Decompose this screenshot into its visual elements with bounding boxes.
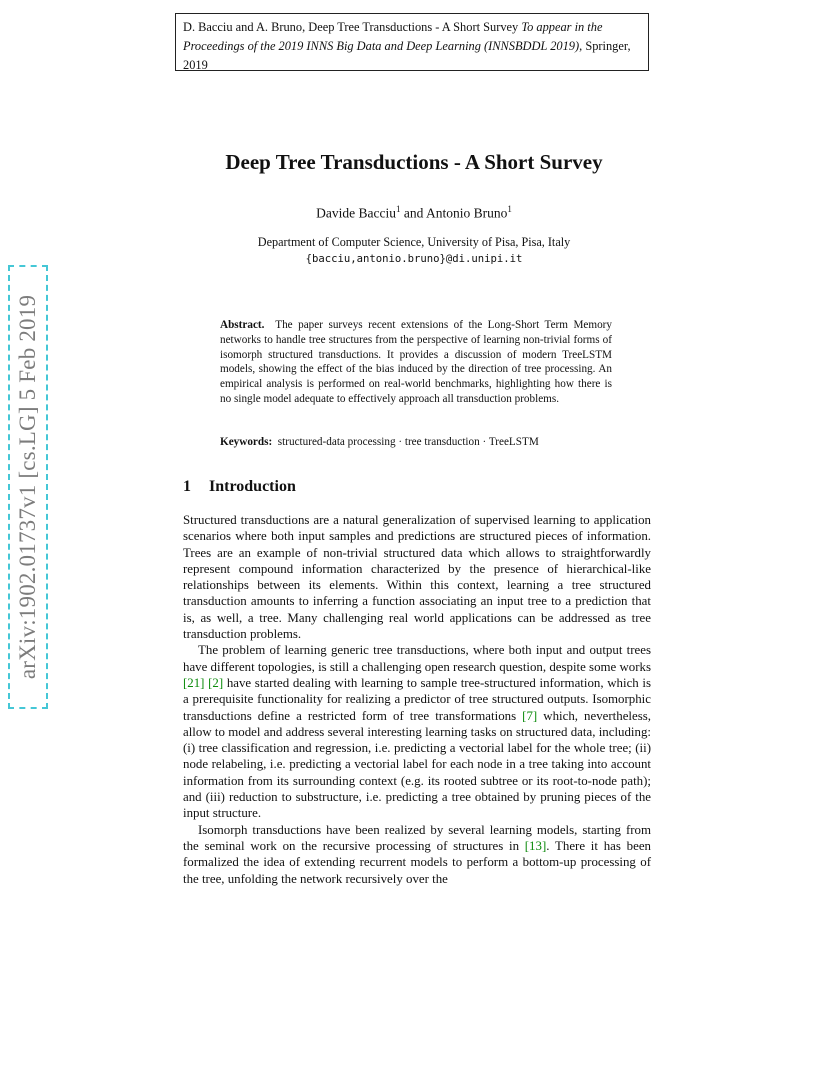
paragraph-2-text-a: The problem of learning generic tree transductions, where both input and output trees have different topologies, is still a challenging open research question, despite some works [183, 643, 652, 674]
publication-notice [175, 13, 649, 71]
citation-link[interactable]: [13] [524, 838, 547, 853]
paragraph-3-text-b: . There it has been formalized the idea of extending recurrent models to perform a bottom-up processing of the tree, unfolding the network recursively over the [183, 838, 651, 886]
paper-title: Deep Tree Transductions - A Short Survey [225, 150, 603, 174]
section-number: 1 [183, 478, 191, 495]
body-text [183, 512, 651, 887]
author-email[interactable]: {bacciu,antonio.bruno}@di.unipi.it [305, 253, 523, 265]
author-1: Davide Bacciu [316, 205, 396, 221]
abstract-text: The paper surveys recent extensions of the Long-Short Term Memory networks to handle tree structures from the perspective of learning non-trivial forms of isomorph structured transductions. It provides a discussion of modern TreeLSTM models, showing the effect of the bias induced by the direction of tree processing. An empirical analysis is performed on real-world benchmarks, highlighting how there is no single model adequate to effectively approach all transduction problems. [220, 319, 612, 405]
keywords [220, 436, 620, 448]
paragraph-2-text-c: which, nevertheless, allow to model and address several interesting learning tasks on structured data, including: (i) tree classification and regression, i.e. predicting a vectorial label for the whole tree; (ii) node relabeling, i.e. predicting a vectorial label for each node in a tree taking into account information from its surrounding context (e.g. its rooted subtree or its root-to-node path); and (iii) reduction to substructure, i.e. predicting a tree obtained by pruning pieces of the input structure. [183, 708, 651, 821]
author-2: Antonio Bruno [425, 205, 508, 221]
affiliation [0, 234, 828, 268]
paragraph-1: Structured transductions are a natural generalization of supervised learning to application scenarios where both input samples and predictions are structured pieces of information. Trees are an example of non-trivial structured data which allows to straightforwardly represent compound information characterized by the presence of hierarchical-like relationships between its elements. Within this context, learning a tree structured transduction amounts to inferring a function associating an input tree to a prediction that is, as well, a tree. Many challenging real world applications can be addressed as tree transduction problems. [183, 513, 651, 642]
author-list [0, 204, 828, 222]
abstract [220, 318, 612, 407]
author-2-affil-mark: 1 [507, 204, 512, 214]
author-conjunction: and [400, 205, 426, 221]
notice-venue: To appear in the Proceedings of the 2019 INNS Big Data and Deep Learning (INNSBDDL 2019) [183, 20, 603, 53]
arxiv-id: arXiv:1902.01737v1 [cs.LG] 5 Feb 2019 [15, 294, 40, 680]
citation-link[interactable]: [2] [208, 675, 224, 690]
paragraph-3 [183, 822, 651, 887]
citation-link[interactable]: [21] [183, 675, 205, 690]
affiliation-line: Department of Computer Science, University of Pisa, Pisa, Italy [257, 235, 571, 249]
notice-publisher: , Springer, 2019 [183, 39, 631, 72]
section-title: Introduction [209, 478, 296, 495]
notice-citation: D. Bacciu and A. Bruno, Deep Tree Transductions - A Short Survey [183, 20, 522, 34]
author-1-affil-mark: 1 [395, 204, 401, 214]
keywords-label: Keywords: [220, 436, 273, 448]
citation-link[interactable]: [7] [522, 708, 538, 723]
paragraph-2 [183, 642, 651, 821]
section-heading [183, 478, 296, 496]
paragraph-3-text-a: Isomorph transductions have been realized by several learning models, starting from the seminal work on the recursive processing of structures in [183, 822, 651, 853]
keywords-text: structured-data processing · tree transduction · TreeLSTM [277, 436, 539, 448]
arxiv-stamp[interactable] [8, 265, 48, 709]
abstract-label: Abstract. [220, 319, 265, 331]
paragraph-2-text-b: have started dealing with learning to sample tree-structured information, which is a prerequisite functionality for realizing a predictor of tree structured outputs. Isomorphic transductions define a restricted form of tree transformations [183, 675, 651, 723]
